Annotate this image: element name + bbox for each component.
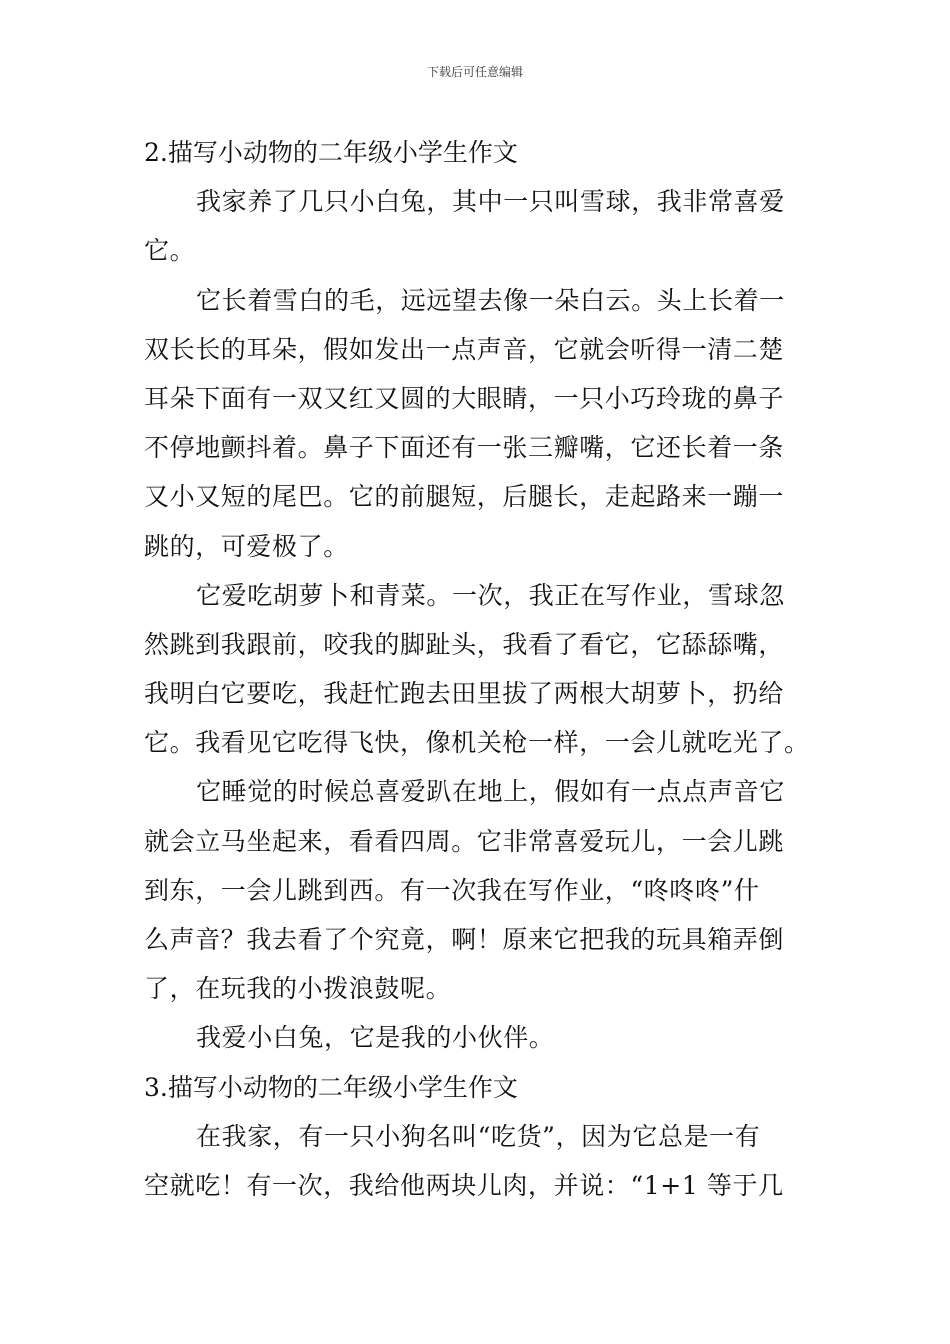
text-line: 我明白它要吃，我赶忙跑去田里拔了两根大胡萝卜，扔给 xyxy=(144,679,785,709)
text-line: 我家养了几只小白兔，其中一只叫雪球，我非常喜爱 xyxy=(196,187,785,217)
page-header: 下载后可任意编辑 xyxy=(426,65,523,79)
text-line: 跳的，可爱极了。 xyxy=(144,531,349,561)
text-line: 空就吃！有一次，我给他两块儿肉，并说：“1+1 等于几 xyxy=(144,1170,784,1200)
text-line: 双长长的耳朵，假如发出一点声音，它就会听得一清二楚 xyxy=(144,334,785,364)
text-line: 就会立马坐起来，看看四周。它非常喜爱玩儿，一会儿跳 xyxy=(144,826,785,856)
text-line: 我爱小白兔，它是我的小伙伴。 xyxy=(196,1023,555,1053)
section-heading: 3.描写小动物的二年级小学生作文 xyxy=(144,1072,518,1102)
text-line: 在我家，有一只小狗名叫“吃货”，因为它总是一有 xyxy=(196,1121,761,1151)
text-line: 又小又短的尾巴。它的前腿短，后腿长，走起路来一蹦一 xyxy=(144,482,785,512)
text-line: 耳朵下面有一双又红又圆的大眼睛，一只小巧玲珑的鼻子 xyxy=(144,383,785,413)
text-line: 它长着雪白的毛，远远望去像一朵白云。头上长着一 xyxy=(196,285,785,315)
text-line: 到东，一会儿跳到西。有一次我在写作业，“咚咚咚”什 xyxy=(144,875,760,905)
text-line: 它睡觉的时候总喜爱趴在地上，假如有一点点声音它 xyxy=(196,777,785,807)
text-line: 它。我看见它吃得飞快，像机关枪一样，一会儿就吃光了。 xyxy=(144,728,810,758)
text-line: 它。 xyxy=(144,236,196,266)
text-line: 然跳到我跟前，咬我的脚趾头，我看了看它，它舔舔嘴， xyxy=(144,629,785,659)
text-line: 不停地颤抖着。鼻子下面还有一张三瓣嘴，它还长着一条 xyxy=(144,433,785,463)
text-line: 么声音？我去看了个究竟，啊！原来它把我的玩具箱弄倒 xyxy=(144,925,785,954)
section-heading: 2.描写小动物的二年级小学生作文 xyxy=(144,138,518,167)
text-line: 了，在玩我的小拨浪鼓呢。 xyxy=(144,974,452,1004)
text-line: 它爱吃胡萝卜和青菜。一次，我正在写作业，雪球忽 xyxy=(196,580,785,610)
document-body xyxy=(144,128,810,1210)
